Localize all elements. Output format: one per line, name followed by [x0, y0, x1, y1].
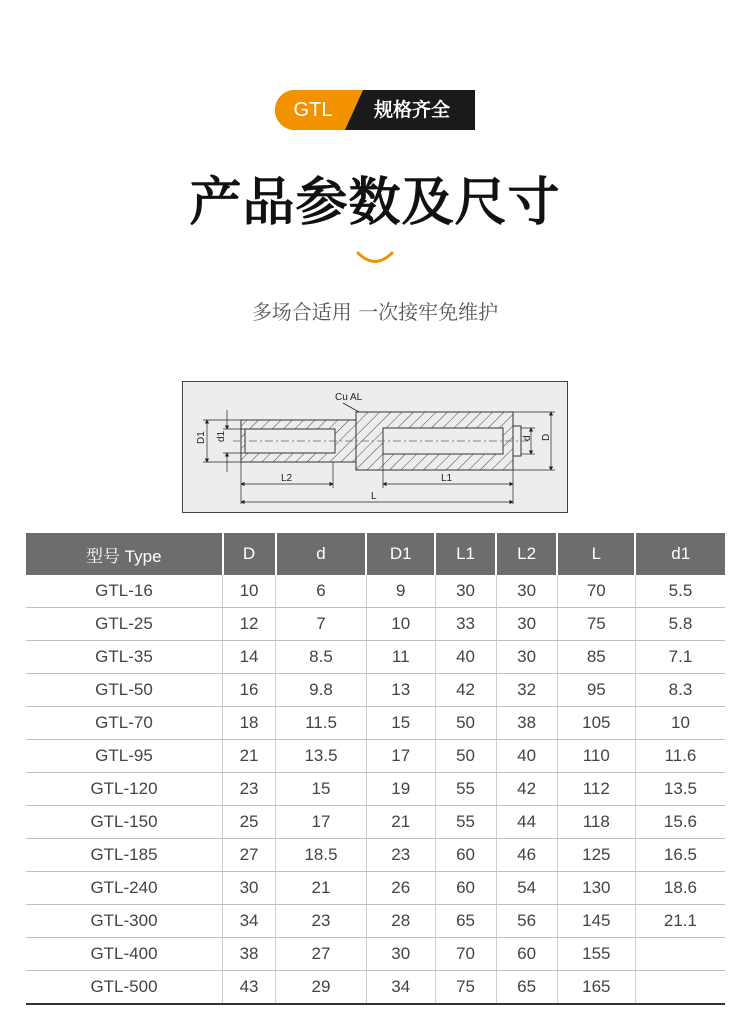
table-cell: 40 [435, 641, 496, 674]
table-cell: 5.8 [635, 608, 725, 641]
table-row [26, 707, 725, 740]
table-cell: 70 [435, 938, 496, 971]
table-cell: 13.5 [635, 773, 725, 806]
table-cell: 85 [557, 641, 635, 674]
table-cell: 18.5 [276, 839, 367, 872]
table-cell: 19 [366, 773, 435, 806]
table-cell: 11 [366, 641, 435, 674]
table-cell: 25 [223, 806, 276, 839]
table-cell: 15.6 [635, 806, 725, 839]
table-cell: 75 [557, 608, 635, 641]
table-cell: 17 [366, 740, 435, 773]
table-cell: 60 [435, 872, 496, 905]
table-row [26, 674, 725, 707]
table-row [26, 773, 725, 806]
spec-badge [275, 90, 475, 130]
table-cell: 11.6 [635, 740, 725, 773]
table-cell: 16.5 [635, 839, 725, 872]
table-cell: 42 [435, 674, 496, 707]
table-row [26, 740, 725, 773]
table-cell: 9 [366, 575, 435, 608]
table-cell: 125 [557, 839, 635, 872]
table-cell: 28 [366, 905, 435, 938]
table-cell: 8.5 [276, 641, 367, 674]
smile-divider-icon [355, 248, 395, 268]
table-cell: 130 [557, 872, 635, 905]
table-cell: 15 [366, 707, 435, 740]
table-cell: 11.5 [276, 707, 367, 740]
table-cell: GTL-50 [26, 674, 223, 707]
table-cell: 60 [435, 839, 496, 872]
table-cell: GTL-95 [26, 740, 223, 773]
table-cell: GTL-70 [26, 707, 223, 740]
table-cell: 55 [435, 773, 496, 806]
table-cell: 50 [435, 740, 496, 773]
table-cell: 34 [223, 905, 276, 938]
col-header-D1: D1 [366, 533, 435, 575]
dimension-diagram [182, 381, 568, 513]
table-row [26, 575, 725, 608]
spec-table [26, 533, 725, 1005]
dim-L1-label: L1 [441, 473, 453, 484]
table-header-row [26, 533, 725, 575]
table-cell: 14 [223, 641, 276, 674]
table-cell: 105 [557, 707, 635, 740]
table-cell: 118 [557, 806, 635, 839]
table-cell [635, 938, 725, 971]
table-cell: 16 [223, 674, 276, 707]
table-cell: 55 [435, 806, 496, 839]
table-cell: 30 [223, 872, 276, 905]
table-row [26, 872, 725, 905]
table-cell: 12 [223, 608, 276, 641]
table-cell: 7 [276, 608, 367, 641]
col-header-d: d [276, 533, 367, 575]
table-cell: 65 [435, 905, 496, 938]
badge-spec-label: 规格齐全 [373, 99, 450, 121]
page-title: 产品参数及尺寸 [189, 173, 561, 233]
table-cell: 40 [496, 740, 557, 773]
table-cell: GTL-35 [26, 641, 223, 674]
col-header-L: L [557, 533, 635, 575]
table-cell: GTL-25 [26, 608, 223, 641]
table-cell: 10 [635, 707, 725, 740]
table-cell: 21 [223, 740, 276, 773]
table-row [26, 608, 725, 641]
table-cell: 70 [557, 575, 635, 608]
table-cell: 65 [496, 971, 557, 1005]
dim-d1-label: d1 [216, 430, 227, 442]
col-header-D: D [223, 533, 276, 575]
table-cell: 23 [276, 905, 367, 938]
dim-D-label: D [541, 433, 552, 441]
table-cell: GTL-240 [26, 872, 223, 905]
table-cell: 7.1 [635, 641, 725, 674]
col-header-type: 型号 Type [26, 533, 223, 575]
dim-d-label: d [522, 435, 533, 441]
table-cell: 42 [496, 773, 557, 806]
table-cell: GTL-120 [26, 773, 223, 806]
col-header-d1: d1 [635, 533, 725, 575]
table-cell: 21 [366, 806, 435, 839]
table-cell: GTL-500 [26, 971, 223, 1005]
table-cell: 32 [496, 674, 557, 707]
table-cell: 60 [496, 938, 557, 971]
table-cell [635, 971, 725, 1005]
diagram-material-label: Cu AL [335, 392, 363, 403]
dim-L2-label: L2 [281, 473, 293, 484]
table-cell: 30 [496, 575, 557, 608]
table-cell: 13.5 [276, 740, 367, 773]
table-cell: 30 [496, 641, 557, 674]
table-row [26, 806, 725, 839]
table-cell: 34 [366, 971, 435, 1005]
table-cell: 110 [557, 740, 635, 773]
table-cell: GTL-400 [26, 938, 223, 971]
spec-table-body [26, 575, 725, 1004]
table-row [26, 839, 725, 872]
table-cell: 30 [366, 938, 435, 971]
table-cell: GTL-185 [26, 839, 223, 872]
table-cell: 29 [276, 971, 367, 1005]
table-cell: 13 [366, 674, 435, 707]
table-cell: 30 [435, 575, 496, 608]
table-cell: 23 [366, 839, 435, 872]
table-cell: 10 [223, 575, 276, 608]
table-cell: 5.5 [635, 575, 725, 608]
table-cell: 155 [557, 938, 635, 971]
table-cell: 46 [496, 839, 557, 872]
table-cell: 21.1 [635, 905, 725, 938]
table-cell: 44 [496, 806, 557, 839]
table-cell: 38 [496, 707, 557, 740]
badge-model-label: GTL [293, 99, 333, 121]
table-cell: GTL-300 [26, 905, 223, 938]
table-cell: 17 [276, 806, 367, 839]
dim-L-label: L [371, 491, 377, 502]
table-cell: GTL-150 [26, 806, 223, 839]
table-cell: 112 [557, 773, 635, 806]
table-cell: 56 [496, 905, 557, 938]
table-row [26, 971, 725, 1005]
table-cell: 145 [557, 905, 635, 938]
table-cell: 95 [557, 674, 635, 707]
table-cell: 27 [223, 839, 276, 872]
table-row [26, 938, 725, 971]
table-cell: 27 [276, 938, 367, 971]
table-cell: 33 [435, 608, 496, 641]
table-cell: 6 [276, 575, 367, 608]
col-header-L1: L1 [435, 533, 496, 575]
dim-D1-label: D1 [196, 431, 207, 444]
table-cell: 18 [223, 707, 276, 740]
table-cell: 75 [435, 971, 496, 1005]
table-cell: 8.3 [635, 674, 725, 707]
table-cell: 21 [276, 872, 367, 905]
table-row [26, 641, 725, 674]
table-cell: GTL-16 [26, 575, 223, 608]
table-cell: 50 [435, 707, 496, 740]
table-cell: 26 [366, 872, 435, 905]
table-cell: 10 [366, 608, 435, 641]
table-cell: 165 [557, 971, 635, 1005]
table-cell: 15 [276, 773, 367, 806]
table-cell: 30 [496, 608, 557, 641]
table-cell: 38 [223, 938, 276, 971]
table-row [26, 905, 725, 938]
table-cell: 9.8 [276, 674, 367, 707]
table-cell: 23 [223, 773, 276, 806]
table-cell: 43 [223, 971, 276, 1005]
table-cell: 18.6 [635, 872, 725, 905]
table-cell: 54 [496, 872, 557, 905]
col-header-L2: L2 [496, 533, 557, 575]
page-subtitle: 多场合适用 一次接牢免维护 [251, 300, 499, 324]
